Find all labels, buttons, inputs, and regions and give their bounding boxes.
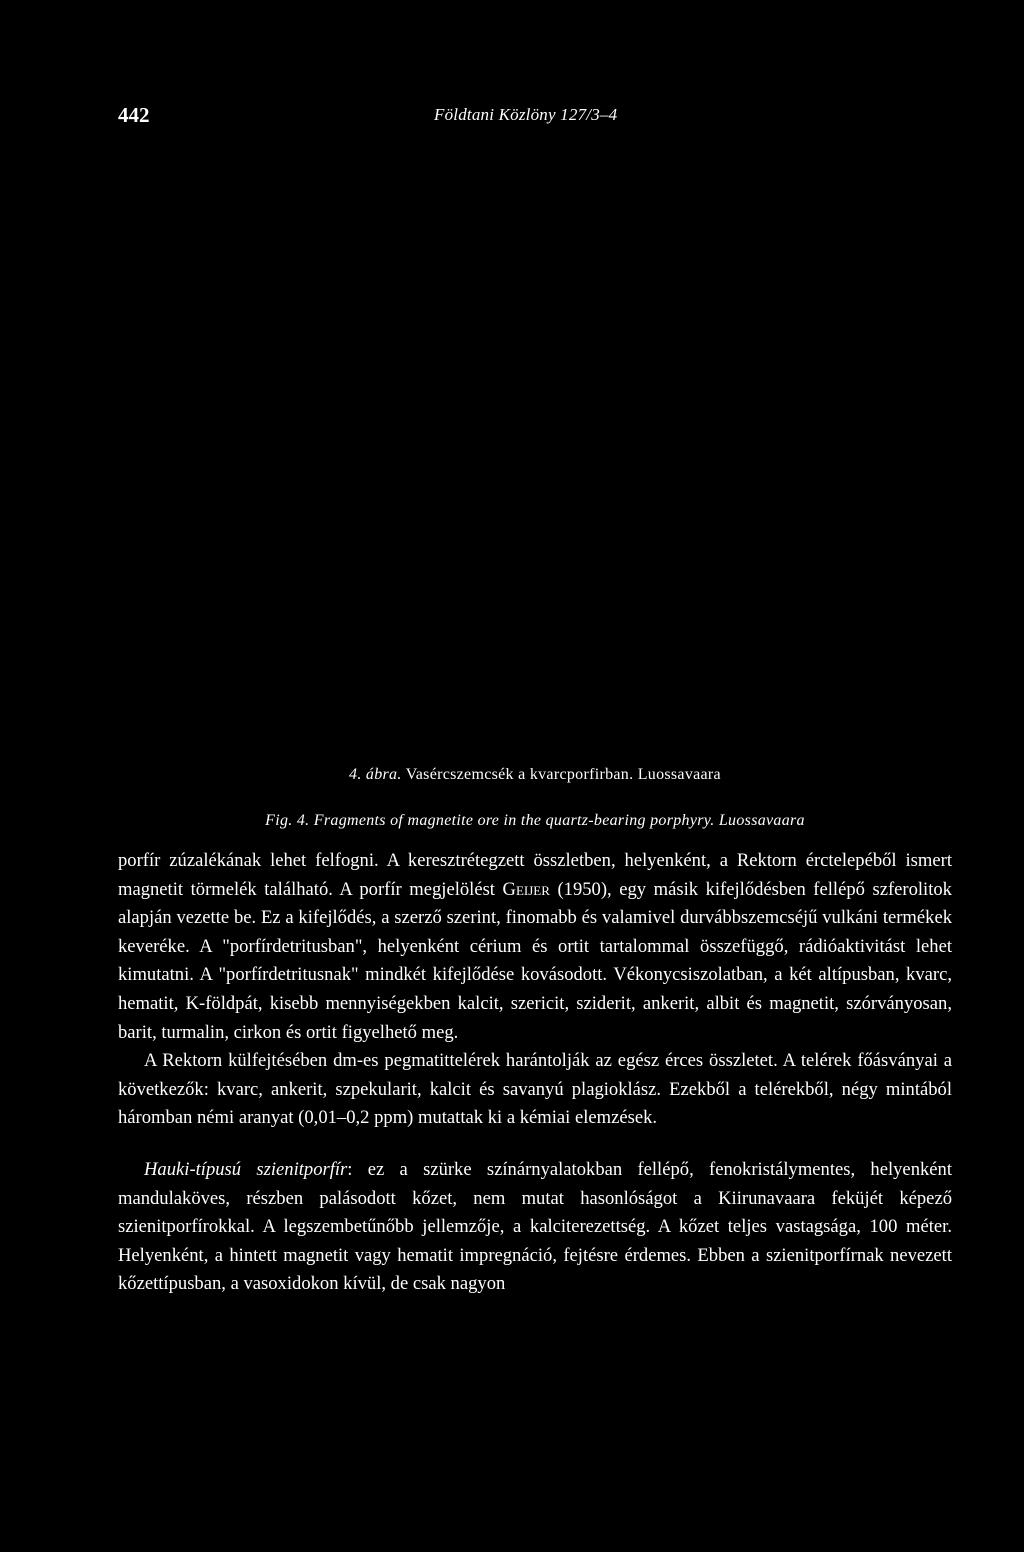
caption-en-label: Fig. 4.	[265, 812, 310, 829]
journal-title: Földtani Közlöny 127/3–4	[434, 105, 618, 124]
caption-hu-text: Vasércszemcsék a kvarcporfirban. Luossavaara	[405, 766, 721, 783]
rock-type-term: Hauki-típusú szienitporfír	[144, 1158, 348, 1180]
figure-image	[118, 150, 952, 740]
paragraph-3	[118, 1156, 952, 1299]
figure-caption-hungarian	[118, 766, 952, 784]
figure-caption-english	[118, 812, 952, 830]
page-number: 442	[118, 103, 150, 127]
author-name: Geijer	[502, 878, 550, 900]
caption-en-text: Fragments of magnetite ore in the quartz-bearing porphyry. Luossavaara	[313, 812, 805, 829]
paragraph-1-part-1: porfír zúzalékának lehet felfogni. A keresztrétegzett összletben, helyenként, a Rektorn érctelepéből ismert magnetit törmelék található. A porfír megjelölést	[118, 850, 952, 900]
paragraph-1	[118, 847, 952, 1047]
caption-hu-label: 4. ábra.	[349, 766, 402, 783]
paragraph-1-part-2: (1950), egy másik kifejlődésben fellépő szferolitok alapján vezette be. Ez a kifejlődés, a szerző szerint, finomabb és valamivel durvábbszemcséjű vulkáni termékek keveréke. A "porfírdetritusban", helyenként cérium és ortit tartalommal összefüggő, rádióaktivitást lehet kimutatni. A "porfírdetritusnak" mindkét kifejlődése kovásodott. Vékonycsiszolatban, a két altípusban, kvarc, hematit, K-földpát, kisebb mennyiségekben kalcit, szericit, sziderit, ankerit, albit és magnetit, szórványosan, barit, turmalin, cirkon és ortit figyelhető meg.	[118, 878, 952, 1043]
body-text	[118, 847, 952, 1299]
paragraph-2: A Rektorn külfejtésében dm-es pegmatittelérek harántolják az egész érces összletet. A telérek főásványai a következők: kvarc, ankerit, szpekularit, kalcit és savanyú plagioklász. Ezekből a telérekből, négy mintából háromban némi aranyat (0,01–0,2 ppm) mutattak ki a kémiai elemzések.	[118, 1050, 952, 1129]
paragraph-3-text: : ez a szürke színárnyalatokban fellépő, fenokristálymentes, helyenként mandulaköves, részben palásodott kőzet, nem mutat hasonlóságot a Kiirunavaara feküjét képező szienitporfírokkal. A legszembetűnőbb jellemzője, a kalciterezettség. A kőzet teljes vastagsága, 100 méter. Helyenként, a hintett magnetit vagy hematit impregnáció, fejtésre érdemes. Ebben a szienitporfírnak nevezett kőzettípusban, a vasoxidokon kívül, de csak nagyon	[118, 1158, 952, 1295]
